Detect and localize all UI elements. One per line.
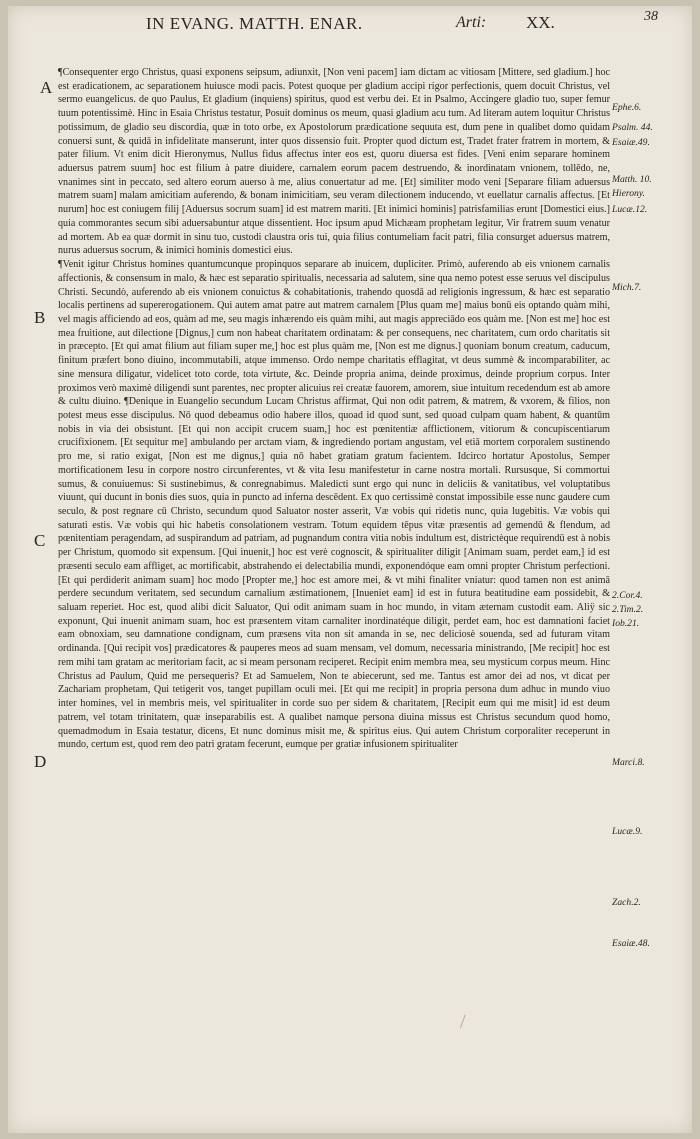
margin-note-matthew: Matth. 10.	[612, 174, 652, 185]
commentary-text	[58, 66, 610, 981]
margin-note-esaias: Esaiæ.49.	[612, 137, 650, 148]
margin-note-luke-9: Lucæ.9.	[612, 826, 643, 837]
paragraph-2: ¶Venit igitur Christus homines quantumcunque propinquos separare ab inuicem, dupliciter. Primò, auferendo ab eis vnionem carnalis affectionis, & consensum in malo, & hæc est separatio spiritualis, necessaria ad salutem, sine qua nemo potest esse seruus vel discipulus Christi. Secundò, auferendo ab eis vnionem conuictus & cohabitationis, trahendo quosdā ad religionis ingressum, & hæc est separatio localis pertinens ad supererogationem. Qui autem amat patre aut matrem carnalem [Plus quam me] maius bonū eis optando quàm mihi, vel magis afficiendo ad eos, quàm ad me, seu magis inhærendo eis quàm mihi, aut magis appreciādo eos quàm me. [Non est me] hoc est mea fruitione, aut dilectione [Dignus,] cum non habeat charitatem ordinatam: & per consequens, nec charitatem, cum ordo charitatis sit in præcepto. [Et qui amat filium aut filiam super me,] hoc est plus quàm me, [Non est me dignus.] quoniam bonum creatum, caducum, finitum præfert bono diuino, incommutabili, atque immenso. Ordo nempe charitatis efflagitat, vt deus summè & incomparabiliter, ac sine mensura diligatur, videlicet toto corde, tota virtute, &c. Deinde propria anima, deinde proximus, deinde proprium corpus. Inter proximos verò maximè diligendi sunt parentes, nec propter alicuius rei creatæ fauorem, amorem, siue intuitum recedendum est ab amore & cultu diuino. ¶Denique in Euangelio secundum Lucam Christus affirmat, Qui non odit patrem, & matrem, & vxorem, & filios, non potest meus esse discipulus. Nō quod debeamus odio habere illos, quoad id quod sunt, sed quoad culpam quam habent, & quantūm nobis in via dei obsistunt. [Et qui non accipit crucem suam,] hoc est pœnitentiæ afflictionem, vitiorum & concupiscentiarum crucifixionem. [Et sequitur me] ambulando per arctam viam, & ingrediendo portam angustam, vel etiā mortem corporalem sustinendo pro me, si ratio exigat, [Non est me dignus,] quia nō habet gratiam gratum facientem. Idcirco hortatur Apostolus, Semper mortificationem Iesu in corpore nostro circunferentes, vt & vita Iesu manifestetur in carne nostra mortali. Rursusque, Si commortui sumus, & conuiuemus: Si sustinebimus, & conregnabimus. Maledicti sunt ergo qui nunc in deliciis & vanitatibus, vel voluptatibus viuunt, qui ducunt in bonis dies suos, quia in puncto ad inferna descēdent. Ex quo certissimè constat impossibile esse nunc gaudere cum seculo, & post regnare cū Christo, secundum quod Saluator noster asserit, Væ vobis qui ridetis nunc, quia lugebitis. Væ vobis qui saturati estis. Væ vobis qui hic habetis consolationem vestram. Totum equidem tēpus vitæ præsentis ad gemendū & flendum, ad pœnitentiam peragendam, ad suspirandum ad patriam, ad pugnandum contra vitia nobis indultum est, districtèque requirendū est à nobis per Christum, quomodo sit expensum. [Qui inuenit,] hoc est verè cognoscit, & spiritualiter diligit [Animam suam, perdet eam,] id est præsenti seculo eam affliget, ac mortificabit, abstrahendo ei delectabilia mundi, exponendóque eam omni propter Christum perfectioni. [Et qui perdiderit animam suam] hoc modo [Propter me,] hoc est amore mei, & vt mihi finaliter vniatur: quod tamen non est animā perdere secundum veritatem, sed secundum carnalium æstimationem, [Inueniet eam] id est in futura beatitudine eam possidebit, & saluam reperiet. Hoc est, quod alibi dicit Saluator, Qui odit animam suam in hoc mundo, in vitam æternam custodit eam. Aliÿ sic exponunt, Qui inuenit animam suam, hoc est præsentem vitam carnaliter inordinatéque diligit, perdet eam, hoc est damnationi faciet eam obnoxiam, seu damnatione condignam, cum præsens vita non sit amanda in se, nec deliciosè souenda, sed ad futuram vitam ordinanda. [Qui recipit vos] prædicatores & pauperes meos ad suam mensam, vel domum, necessaria ministrando, [Me recipit] hoc est rem mihi tam gratam ac meritoriam facit, ac si meam personam reciperet. Recipit enim membra mea, seu mysticum corpus meum. Hinc Christus ad Paulum, Quid me persequeris? Et ad Samuelem, Non te abiecerunt, sed me. Tantus est amor dei ad nos, vt dicat per Zachariam prophetam, Qui tetigerit vos, tanget pupillam oculi mei. [Et qui me recipit] in propria persona dum adhuc in mundo viuo inter homines, vel in membris meis, vel spiritualiter in corde suo per sidem & charitatem, [Recipit eum qui me misit] id est deum patrem, vel totam trinitatem, quæ inseparabilis est. A qualibet namque persona diuina missus est Christus secundum quod homo, quemadmodum in Esaia testatur, dicens, Et nunc dominus misit me, & spiritus eius. Qui autem Christum corporaliter receperunt in mundo, certum est, quod rem deo patri gratam fecerunt, eumque per gratiæ infusionem spiritualiter	[58, 259, 610, 751]
margin-note-2-corinthians: 2.Cor.4.	[612, 590, 643, 601]
section-letter-d: D	[34, 752, 47, 771]
margin-note-psalm: Psalm. 44.	[612, 122, 653, 133]
running-header	[0, 0, 700, 40]
margin-note-esaias-48: Esaiæ.48.	[612, 938, 650, 949]
margin-note-hieronymus: Hierony.	[612, 188, 645, 199]
folio-number: 38	[644, 9, 658, 24]
running-title: IN EVANG. MATTH. ENAR.	[146, 14, 363, 33]
margin-note-zechariah: Zach.2.	[612, 897, 641, 908]
margin-note-luke: Lucæ.12.	[612, 204, 648, 215]
section-letter-c: C	[34, 531, 46, 550]
margin-note-mark: Marci.8.	[612, 757, 645, 768]
margin-note-ephesians: Ephe.6.	[612, 102, 642, 113]
paragraph-1: ¶Consequenter ergo Christus, quasi exponens seipsum, adiunxit, [Non veni pacem] iam dictam ac vitiosam [Mittere, sed gladium.] hoc est eradicationem, ac separationem huiusce modi pacis. Potest quoque per gladium accipi rigor perfectionis, quem docuit Christus, vel sermo euangelicus. de quo Paulus, Et gladium (inquiens) spiritus, quod est verbu dei. Et in Psalmo, Accingere gladio tuo, super femur tuum potentissimè. Hinc in Esaia Christus testatur, Posuit dominus os meum, quasi gladium acu tum. Ad literam autem loquitur Christus potissimum, de gladio seu discordia, quæ in toto orbe, ex Apostolorum prædicatione sequuta est, dum pene in qualibet domo quidam conuersi sunt, & quidā in infidelitate manserunt, inter quos dissensio fuit. Propter quod dictum est, Tradet frater fratrem in mortem, & pater filium. Vt enim dicit Hieronymus, Nullus fidus affectus inter eos est, quoru diuersa est fides. [Veni enim separare hominem aduersus patrem suum] hoc est filium à patre diuidere, carnalem eorum pacem destruendo, & inordinatam vnionem, tollēdo, ne, vnanimes sint in peccato, sed altero eorum auerso à me, alius conuertatur ad me. [Et] similiter modo veni [Separare filiam aduersus matrem suam] malam amicitiam auferendo, & bonam inimicitiam, seu veram dilectionem inducendo, vt euellatur carnalis affectus. [Et nurum] hoc est coniugem filij [Aduersus socrum suam] id est matrem mariti. [Et inimici hominis] patrisfamilias erunt [Domestici eius.] quia commorantes secum sibi aduersabuntur atque dissentient. Hoc ipsum apud Michæam prophetam legitur, Vir fratrem suum venatur ad mortem. Ab ea quæ dormit in sinu tuo, custodi claustra oris tui, quia filius contumeliam facit patri, filia consurget aduersus matrem, nurus aduersus socrum, & inimici hominis domestici eius.	[58, 67, 610, 257]
margin-note-micah: Mich.7.	[612, 282, 642, 293]
articulus-number: XX.	[526, 13, 555, 32]
margin-note-job: Iob.21.	[612, 618, 640, 629]
section-letter-b: B	[34, 308, 46, 327]
margin-note-2-timothy: 2.Tim.2.	[612, 604, 644, 615]
articulus-label: Arti:	[456, 14, 487, 31]
section-letter-a: A	[40, 78, 53, 97]
